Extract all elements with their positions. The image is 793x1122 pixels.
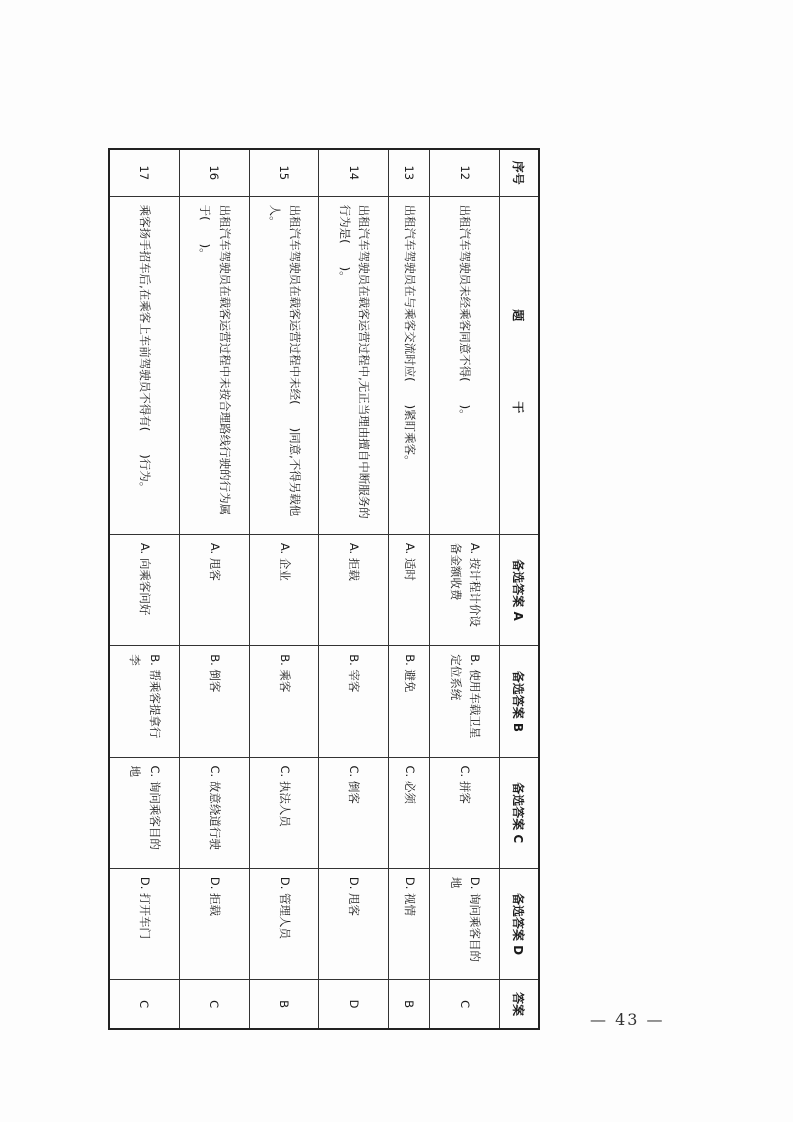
option-b: B. 使用车载卫星定位系统 — [430, 646, 500, 757]
answer: C — [179, 980, 249, 1029]
option-a: A. 向乘客问好 — [109, 534, 179, 645]
question-stem: 出租汽车驾驶员在载客运营过程中,无正当理由擅自中断服务的行为是( )。 — [319, 196, 389, 534]
option-b: B. 乘客 — [249, 646, 319, 757]
row-number: 15 — [249, 149, 319, 196]
answer: B — [388, 980, 429, 1029]
option-b: B. 帮乘客提拿行李 — [109, 646, 179, 757]
option-d: D. 询问乘客目的地 — [430, 868, 500, 979]
row-number: 16 — [179, 149, 249, 196]
header-option-c: 备选答案 C — [500, 757, 540, 868]
table-row — [319, 149, 389, 1029]
header-option-a: 备选答案 A — [500, 534, 540, 645]
header-num: 序号 — [500, 149, 540, 196]
option-d: D. 管理人员 — [249, 868, 319, 979]
table-row — [388, 149, 429, 1029]
option-c: C. 故意绕道行驶 — [179, 757, 249, 868]
option-b: B. 避免 — [388, 646, 429, 757]
question-stem: 乘客扬手招车后,在乘客上车前驾驶员不得有( )行为。 — [109, 196, 179, 534]
row-number: 17 — [109, 149, 179, 196]
option-b: B. 宰客 — [319, 646, 389, 757]
row-number: 13 — [388, 149, 429, 196]
option-a: A. 按计程计价设备金额收费 — [430, 534, 500, 645]
answer: C — [109, 980, 179, 1029]
question-stem: 出租汽车驾驶员在载客运营过程中未经( )同意,不得另载他人。 — [249, 196, 319, 534]
table-row — [249, 149, 319, 1029]
option-c: C. 拼客 — [430, 757, 500, 868]
option-c: C. 必须 — [388, 757, 429, 868]
option-c: C. 执法人员 — [249, 757, 319, 868]
option-a: A. 企业 — [249, 534, 319, 645]
header-answer: 答案 — [500, 980, 540, 1029]
table-row — [179, 149, 249, 1029]
row-number: 14 — [319, 149, 389, 196]
row-number: 12 — [430, 149, 500, 196]
table-header-row — [500, 149, 540, 1029]
page-number: — 43 — — [590, 1010, 665, 1029]
option-a: A. 拒载 — [319, 534, 389, 645]
option-b: B. 倒客 — [179, 646, 249, 757]
option-a: A. 适时 — [388, 534, 429, 645]
rotated-table-wrapper — [108, 148, 540, 1030]
option-d: D. 拒载 — [179, 868, 249, 979]
option-c: C. 倒客 — [319, 757, 389, 868]
option-a: A. 甩客 — [179, 534, 249, 645]
header-stem: 题干 — [500, 196, 540, 534]
answer: C — [430, 980, 500, 1029]
question-stem: 出租汽车驾驶员在载客运营过程中未按合理路线行驶的行为属于( )。 — [179, 196, 249, 534]
header-option-d: 备选答案 D — [500, 868, 540, 979]
question-stem: 出租汽车驾驶员未经乘客同意不得( )。 — [430, 196, 500, 534]
question-stem: 出租汽车驾驶员在与乘客交流时应( )紧盯乘客。 — [388, 196, 429, 534]
option-d: D. 视情 — [388, 868, 429, 979]
question-table — [108, 148, 540, 1030]
answer: D — [319, 980, 389, 1029]
option-c: C. 询问乘客目的地 — [109, 757, 179, 868]
table-row — [430, 149, 500, 1029]
table-row — [109, 149, 179, 1029]
answer: B — [249, 980, 319, 1029]
option-d: D. 甩客 — [319, 868, 389, 979]
option-d: D. 打开车门 — [109, 868, 179, 979]
header-option-b: 备选答案 B — [500, 646, 540, 757]
